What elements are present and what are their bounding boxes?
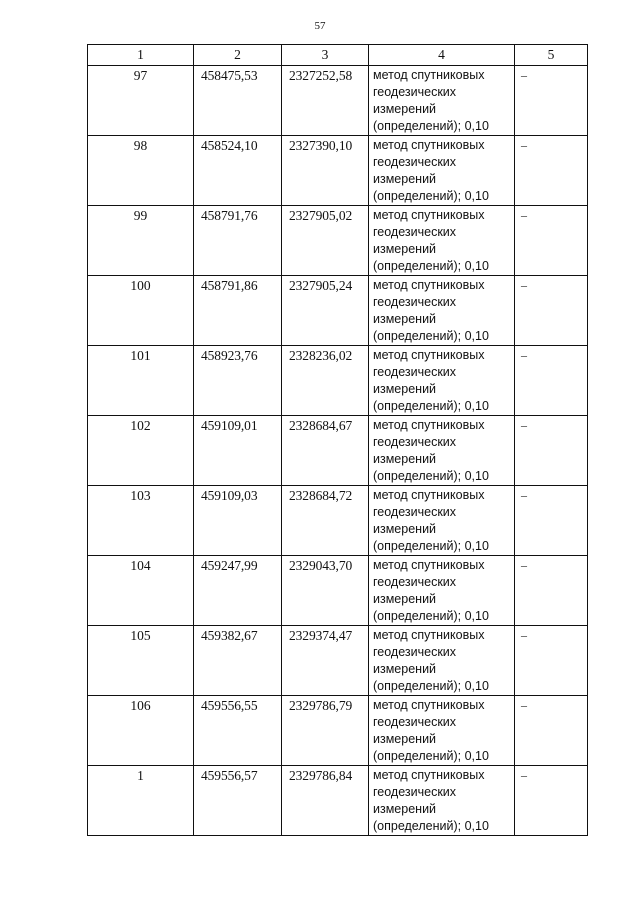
note-cell: – [515, 66, 588, 136]
note-cell: – [515, 346, 588, 416]
coord-y-cell: 2328236,02 [282, 346, 369, 416]
coord-y-cell: 2327905,02 [282, 206, 369, 276]
header-row [88, 45, 588, 66]
coord-y-cell: 2327390,10 [282, 136, 369, 206]
method-cell: метод спутниковых геодезических измерений (определений); 0,10 [369, 346, 515, 416]
note-cell: – [515, 766, 588, 836]
point-number-cell: 100 [88, 276, 194, 346]
header-col-1: 1 [88, 45, 194, 66]
point-number-cell: 99 [88, 206, 194, 276]
method-cell: метод спутниковых геодезических измерений (определений); 0,10 [369, 136, 515, 206]
note-cell: – [515, 416, 588, 486]
note-cell: – [515, 276, 588, 346]
point-number-cell: 106 [88, 696, 194, 766]
table-row [88, 626, 588, 696]
method-cell: метод спутниковых геодезических измерений (определений); 0,10 [369, 626, 515, 696]
table-row [88, 696, 588, 766]
coord-x-cell: 459382,67 [194, 626, 282, 696]
note-cell: – [515, 556, 588, 626]
coord-y-cell: 2329043,70 [282, 556, 369, 626]
method-cell: метод спутниковых геодезических измерений (определений); 0,10 [369, 766, 515, 836]
coord-y-cell: 2329374,47 [282, 626, 369, 696]
table-row [88, 66, 588, 136]
method-cell: метод спутниковых геодезических измерений (определений); 0,10 [369, 486, 515, 556]
coord-x-cell: 458475,53 [194, 66, 282, 136]
point-number-cell: 101 [88, 346, 194, 416]
table-row [88, 346, 588, 416]
table-header [88, 45, 588, 66]
point-number-cell: 103 [88, 486, 194, 556]
coord-x-cell: 458791,86 [194, 276, 282, 346]
point-number-cell: 1 [88, 766, 194, 836]
coord-y-cell: 2329786,79 [282, 696, 369, 766]
table-row [88, 276, 588, 346]
table-row [88, 766, 588, 836]
coord-y-cell: 2328684,72 [282, 486, 369, 556]
note-cell: – [515, 696, 588, 766]
coord-x-cell: 459109,03 [194, 486, 282, 556]
table-row [88, 136, 588, 206]
coord-y-cell: 2328684,67 [282, 416, 369, 486]
method-cell: метод спутниковых геодезических измерений (определений); 0,10 [369, 66, 515, 136]
point-number-cell: 98 [88, 136, 194, 206]
point-number-cell: 105 [88, 626, 194, 696]
coord-x-cell: 458524,10 [194, 136, 282, 206]
method-cell: метод спутниковых геодезических измерений (определений); 0,10 [369, 276, 515, 346]
header-col-2: 2 [194, 45, 282, 66]
coord-x-cell: 459247,99 [194, 556, 282, 626]
method-cell: метод спутниковых геодезических измерений (определений); 0,10 [369, 696, 515, 766]
note-cell: – [515, 486, 588, 556]
table-row [88, 486, 588, 556]
method-cell: метод спутниковых геодезических измерений (определений); 0,10 [369, 416, 515, 486]
method-cell: метод спутниковых геодезических измерений (определений); 0,10 [369, 556, 515, 626]
coord-x-cell: 459556,57 [194, 766, 282, 836]
coordinates-table [87, 44, 588, 836]
header-col-4: 4 [369, 45, 515, 66]
coord-y-cell: 2327252,58 [282, 66, 369, 136]
point-number-cell: 102 [88, 416, 194, 486]
page-number: 57 [314, 20, 326, 32]
coord-x-cell: 459556,55 [194, 696, 282, 766]
point-number-cell: 97 [88, 66, 194, 136]
table-row [88, 416, 588, 486]
coord-y-cell: 2329786,84 [282, 766, 369, 836]
coord-x-cell: 458923,76 [194, 346, 282, 416]
point-number-cell: 104 [88, 556, 194, 626]
table-row [88, 556, 588, 626]
note-cell: – [515, 136, 588, 206]
note-cell: – [515, 206, 588, 276]
table-row [88, 206, 588, 276]
method-cell: метод спутниковых геодезических измерений (определений); 0,10 [369, 206, 515, 276]
header-col-5: 5 [515, 45, 588, 66]
coord-y-cell: 2327905,24 [282, 276, 369, 346]
table-body [88, 66, 588, 836]
header-col-3: 3 [282, 45, 369, 66]
note-cell: – [515, 626, 588, 696]
coord-x-cell: 459109,01 [194, 416, 282, 486]
coord-x-cell: 458791,76 [194, 206, 282, 276]
